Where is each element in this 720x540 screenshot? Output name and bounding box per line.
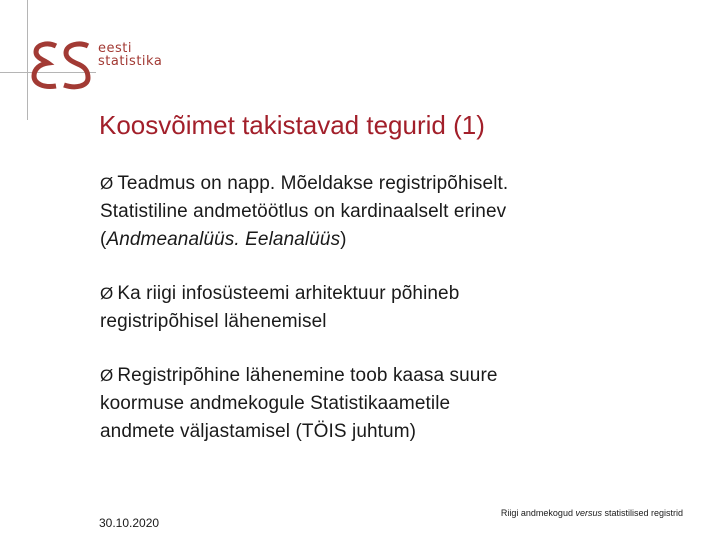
es-logo-mark-icon [30, 36, 92, 96]
bullet-list [100, 170, 700, 446]
bullet-1-italic-text: Andmeanalüüs. Eelanalüüs [106, 229, 341, 250]
footer-note [501, 508, 683, 518]
slide-title: Koosvõimet takistavad tegurid (1) [99, 110, 485, 140]
bullet-arrow-icon: Ø [100, 174, 114, 193]
bullet-3-line-1: Registripõhine lähenemine toob kaasa suure [117, 365, 498, 386]
bullet-1-line-1: Teadmus on napp. Mõeldakse registripõhiselt. [117, 173, 509, 194]
logo-wordmark [98, 42, 162, 68]
bullet-3-line-3-suffix: (TÖIS juhtum) [290, 421, 417, 442]
bullet-arrow-icon: Ø [100, 284, 114, 303]
bullet-item-2 [100, 280, 700, 336]
logo-line-statistika: statistika [98, 54, 163, 69]
footer-note-italic: versus [575, 508, 602, 518]
logo-line-eesti: eesti [98, 41, 132, 56]
bullet-item-1 [100, 170, 700, 254]
footer-note-pre: Riigi andmekogud [500, 508, 576, 518]
footer-date: 30.10.2020 [99, 516, 160, 530]
logo-guide-vertical-line [27, 0, 28, 120]
bullet-arrow-icon: Ø [100, 366, 114, 385]
bullet-2-line-1: Ka riigi infosüsteemi arhitektuur põhineb [117, 283, 460, 304]
bullet-1-line-2: Statistiline andmetöötlus on kardinaalselt erinev [100, 201, 507, 222]
bullet-item-3 [100, 362, 700, 446]
footer-note-post: statistilised registrid [601, 508, 683, 518]
bullet-2-line-2: registripõhisel lähenemisel [100, 311, 327, 332]
bullet-3-line-2: koormuse andmekogule Statistikaametile [100, 393, 451, 414]
bullet-3-line-3: andmete väljastamisel [100, 421, 291, 442]
bullet-1-paren-open: ( [100, 229, 107, 250]
bullet-1-paren-close: ) [340, 229, 347, 250]
